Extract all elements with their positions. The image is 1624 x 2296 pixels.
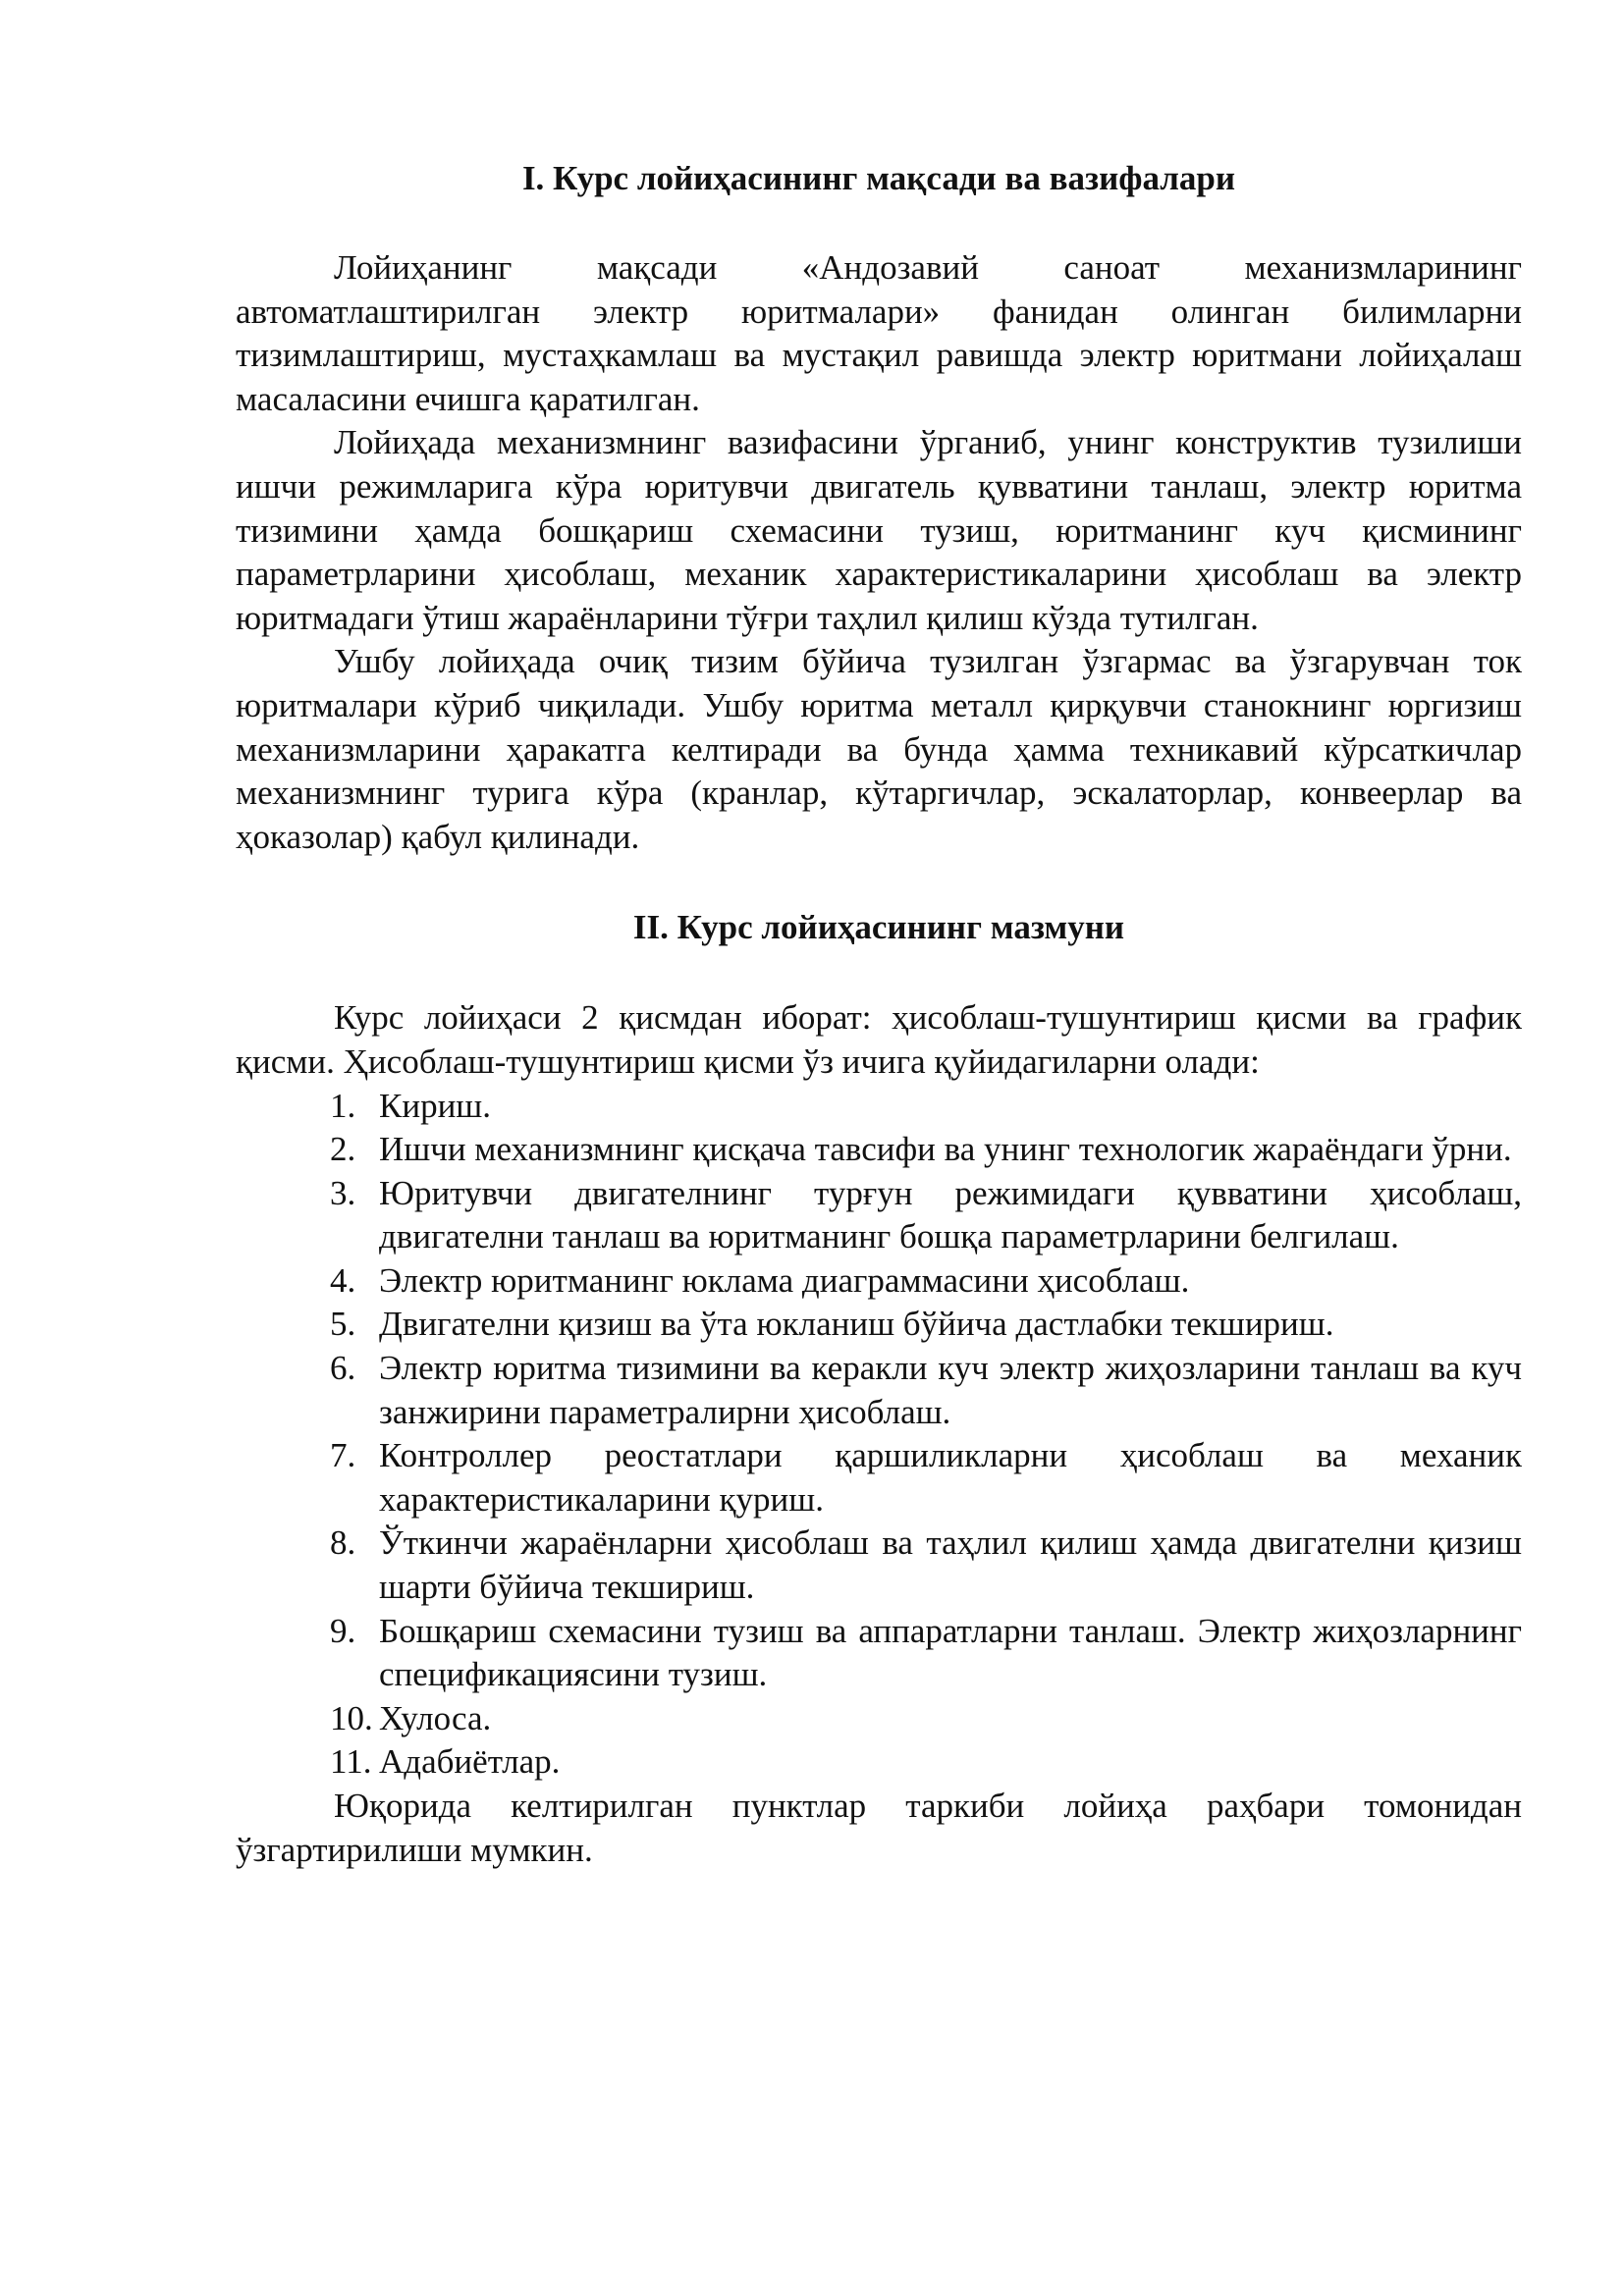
contents-list — [236, 1085, 1522, 1786]
list-item — [236, 1172, 1522, 1259]
list-item — [236, 1740, 1522, 1785]
section-1-heading: I. Курс лойиҳасининг мақсади ва вазифалари — [521, 159, 1236, 197]
list-item — [236, 1697, 1522, 1741]
list-item — [236, 1347, 1522, 1434]
list-item-text: Электр юритма тизимини ва керакли куч электр жиҳозларини танлаш ва куч занжирини параметралирни ҳисоблаш. — [379, 1349, 1522, 1431]
list-item-text: Электр юритманинг юклама диаграммасини ҳисоблаш. — [379, 1260, 1190, 1300]
list-item-text: Юритувчи двигателнинг турғун режимидаги қувватини ҳисоблаш, двигателни танлаш ва юритманинг бошқа параметрларини белгилаш. — [379, 1173, 1522, 1256]
list-item-number: 7. — [330, 1436, 356, 1475]
list-item-text: Ишчи механизмнинг қисқача тавсифи ва унинг технологик жараёндаги ўрни. — [379, 1130, 1512, 1169]
list-item-number: 11. — [330, 1742, 372, 1782]
list-item-number: 4. — [330, 1260, 356, 1300]
list-item — [236, 1522, 1522, 1609]
section-2-intro: Курс лойиҳаси 2 қисмдан иборат: ҳисоблаш-тушунтириш қисми ва график қисми. Ҳисоблаш-тушунтириш қисми ўз ичига қуйидагиларни олади: — [236, 998, 1522, 1081]
list-item-text: Адабиётлар. — [379, 1742, 561, 1782]
section-1-paragraph: Лойиҳанинг мақсади «Андозавий саноат механизмларининг автоматлаштирилган электр юритмалари» фанидан олинган билимларни тизимлаштириш, мустаҳкамлаш ва мустақил равишда электр юритмани лойиҳалаш масаласини ечишга қаратилган. — [236, 248, 1522, 418]
section-1-paragraph: Лойиҳада механизмнинг вазифасини ўрганиб, унинг конструктив тузилиши ишчи режимларига кўра юритувчи двигатель қувватини танлаш, электр юритма тизимини ҳамда бошқариш схемасини тузиш, юритманинг куч қисмининг параметрларини ҳисоблаш, механик характеристикаларини ҳисоблаш ва электр юритмадаги ўтиш жараёнларини тўғри таҳлил қилиш кўзда тутилган. — [236, 423, 1522, 637]
list-item-number: 8. — [330, 1523, 356, 1563]
list-item-text: Двигателни қизиш ва ўта юкланиш бўйича дастлабки текшириш. — [379, 1305, 1334, 1344]
list-item-number: 3. — [330, 1173, 356, 1212]
list-item-number: 1. — [330, 1086, 356, 1125]
closing-paragraph: Юқорида келтирилган пунктлар таркиби лойиҳа раҳбари томонидан ўзгартирилиши мумкин. — [236, 1787, 1522, 1869]
list-item — [236, 1259, 1522, 1304]
list-item-number: 9. — [330, 1611, 356, 1650]
list-item-number: 2. — [330, 1130, 356, 1169]
section-1-paragraph: Ушбу лойиҳада очиқ тизим бўйича тузилган ўзгармас ва ўзгарувчан ток юритмалари кўриб чиқилади. Ушбу юритма металл қирқувчи станокнинг юргизиш механизмларини ҳаракатга келтиради ва бунда ҳамма техникавий кўрсаткичлар механизмнинг турига кўра (кранлар, кўтаргичлар, эскалаторлар, конвеерлар ва ҳоказолар) қабул қилинади. — [236, 642, 1522, 856]
list-item — [236, 1128, 1522, 1172]
list-item — [236, 1085, 1522, 1129]
list-item — [236, 1434, 1522, 1522]
list-item-text: Контроллер реостатлари қаршиликларни ҳисоблаш ва механик характеристикаларини қуриш. — [379, 1436, 1522, 1519]
list-item-text: Ўткинчи жараёнларни ҳисоблаш ва таҳлил қилиш ҳамда двигателни қизиш шарти бўйича текшириш. — [379, 1523, 1522, 1607]
document-page — [236, 157, 1522, 1872]
section-2-heading: II. Курс лойиҳасининг мазмуни — [632, 908, 1125, 947]
list-item-number: 5. — [330, 1305, 356, 1344]
list-item — [236, 1303, 1522, 1347]
list-item-text: Кириш. — [379, 1086, 492, 1125]
list-item-text: Хулоса. — [379, 1698, 492, 1737]
list-item-number: 10. — [330, 1698, 373, 1737]
list-item — [236, 1610, 1522, 1697]
list-item-text: Бошқариш схемасини тузиш ва аппаратларни танлаш. Электр жиҳозларнинг спецификациясини тузиш. — [379, 1611, 1522, 1694]
list-item-number: 6. — [330, 1349, 356, 1388]
